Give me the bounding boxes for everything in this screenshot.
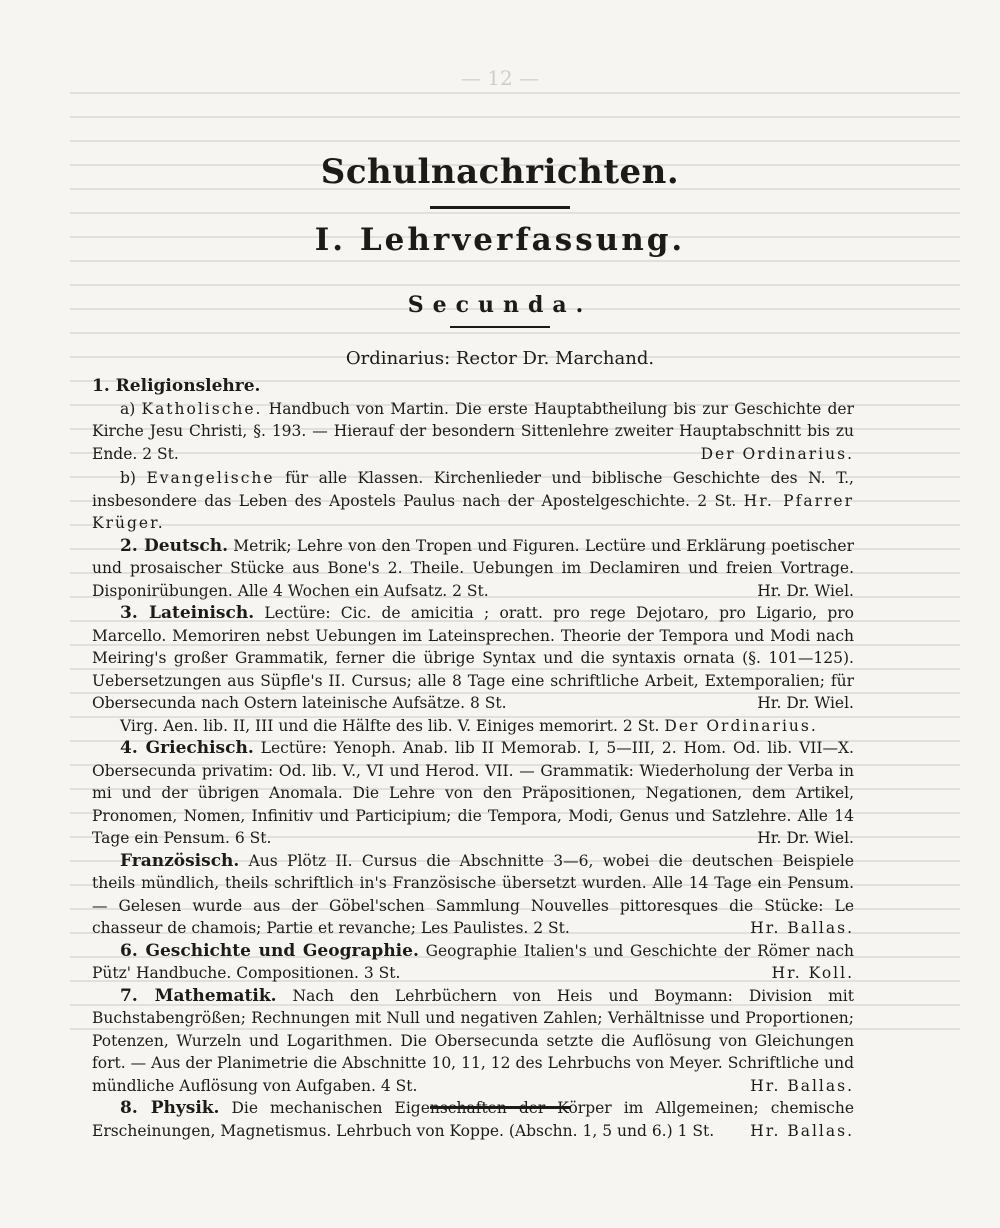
- subject-latein: [92, 602, 854, 715]
- subject-griechisch: [92, 737, 854, 850]
- subject-text: Die mechanischen Eigenschaften der Körper im Allgemeinen; chemische Erscheinungen, Magnetismus. Lehrbuch von Koppe. (Abschn. 1, 5 und 6.) 1 St.: [92, 1099, 855, 1140]
- subject-title: 2. Deutsch.: [120, 535, 228, 556]
- subject-franzoesisch: [92, 850, 854, 940]
- subject-text: Metrik; Lehre von den Tropen und Figuren. Lectüre und Erklärung poetischer und prosaischer Stücke aus Bone's 2. Theile. Uebungen im Declamiren und freien Vortrage. Disponirübungen. Alle 4 Wochen ein Aufsatz. 2 St.: [92, 536, 854, 600]
- teacher-name: Hr. Koll.: [771, 964, 854, 982]
- subject-title: 4. Griechisch.: [120, 738, 254, 758]
- subject-text: Aus Plötz II. Cursus die Abschnitte 3—6, wobei die deutschen Beispiele theils mündlich, theils schriftlich in's Französische übersetzt wurden. Alle 14 Tage ein Pensum. — Gelesen wurde aus der Göbel'schen Sammlung Nouvelles pittoresques die Stücke: Le chasseur de chamois; Partie et revanche; Les Paulistes. 2 St.: [92, 851, 854, 937]
- subject-title: 8. Physik.: [120, 1098, 220, 1118]
- subject-mathematik: [92, 985, 854, 1098]
- subject-text: Virg. Aen. lib. II, III und die Hälfte des lib. V. Einiges memorirt. 2 St.: [120, 716, 660, 735]
- teacher-name: Hr. Ballas.: [750, 1076, 854, 1095]
- ordinarius-line: Ordinarius: Rector Dr. Marchand.: [345, 348, 655, 369]
- subject-geschichte: [92, 940, 854, 985]
- section-heading: I. Lehrverfassung.: [314, 222, 686, 258]
- title-rule: [430, 206, 570, 209]
- item-marker: b): [120, 469, 136, 487]
- subject-title: 1. Religionslehre.: [92, 376, 261, 396]
- denomination-label: Katholische.: [141, 399, 263, 418]
- teacher-name: Der Ordinarius.: [664, 716, 818, 735]
- subject-religion: [92, 375, 854, 398]
- subject-text: für alle Klassen. Kirchenlieder und biblische Geschichte des N. T., insbesondere das Leben des Apostels Paulus nach der Apostelgeschichte. 2 St.: [92, 469, 854, 510]
- subject-deutsch: [92, 535, 854, 603]
- subject-physik: [92, 1097, 854, 1142]
- teacher-name: Hr. Dr. Wiel.: [757, 694, 854, 712]
- latein-virgil: [92, 715, 854, 738]
- subject-title: 6. Geschichte und Geographie.: [120, 940, 419, 961]
- teacher-name: Hr. Dr. Wiel.: [757, 829, 854, 847]
- class-heading: Secunda.: [407, 292, 593, 318]
- page-number: — 12 —: [460, 66, 540, 90]
- religion-catholic: [92, 398, 854, 466]
- curriculum-body: [92, 375, 854, 1142]
- subject-text: Lectüre: Yenoph. Anab. lib II Memorab. I, 5—III, 2. Hom. Od. lib. VII—X. Obersecunda privatim: Od. lib. V., VI und Herod. VII. — Grammatik: Wiederholung der Verba in mi und der übrigen Anomala. Die Lehre von den Präpositionen, Negationen, dem Artikel, Pronomen, Nomen, Infinitiv und Participium; die Tempora, Modi, Genus und Satzlehre. Alle 14 Tage ein Pensum. 6 St.: [92, 739, 854, 847]
- teacher-name: Hr. Ballas.: [750, 1121, 854, 1140]
- teacher-name: Hr. Dr. Wiel.: [757, 581, 854, 600]
- subject-text: Handbuch von Martin. Die erste Hauptabtheilung bis zur Geschichte der Kirche Jesu Christi, §. 193. — Hierauf der besondern Sittenlehre zweiter Hauptabschnitt bis zu Ende. 2 St.: [92, 399, 854, 463]
- subject-text: Geographie Italien's und Geschichte der Römer nach Pütz' Handbuche. Compositionen. 3 St.: [92, 941, 854, 982]
- subject-title: Französisch.: [120, 850, 240, 871]
- teacher-name: Der Ordinarius.: [700, 444, 854, 463]
- subject-text: Nach den Lehrbüchern von Heis und Boymann: Division mit Buchstabengrößen; Rechnungen mit Null und negativen Zahlen; Verhältnisse und Proportionen; Potenzen, Wurzeln und Logarithmen. Die Obersecunda setzte die Auflösung von Gleichungen fort. — Aus der Planimetrie die Abschnitte 10, 11, 12 des Lehrbuchs von Meyer. Schriftliche und mündliche Auflösung von Aufgaben. 4 St.: [92, 986, 854, 1095]
- closing-rule: [430, 1106, 570, 1109]
- subject-text: Lectüre: Cic. de amicitia ; oratt. pro rege Dejotaro, pro Ligario, pro Marcello. Memoriren nebst Uebungen im Lateinsprechen. Theorie der Tempora und Modi nach Meiring's großer Grammatik, ferner die übrige Syntax und die syntaxis ornata (§. 101—125). Uebersetzungen aus Süpfle's II. Cursus; alle 8 Tage eine schriftliche Arbeit, Extemporalien; für Obersecunda nach Ostern lateinische Aufsätze. 8 St.: [92, 604, 854, 712]
- page-title: Schulnachrichten.: [320, 152, 680, 192]
- teacher-name: Hr. Pfarrer Krüger.: [92, 491, 854, 532]
- subject-title: 3. Lateinisch.: [120, 603, 255, 623]
- subject-title: 7. Mathematik.: [120, 985, 277, 1006]
- class-rule: [450, 326, 550, 328]
- item-marker: a): [120, 399, 136, 418]
- teacher-name: Hr. Ballas.: [750, 919, 854, 937]
- religion-evangelical: [92, 467, 854, 535]
- denomination-label: Evangelische: [146, 469, 275, 487]
